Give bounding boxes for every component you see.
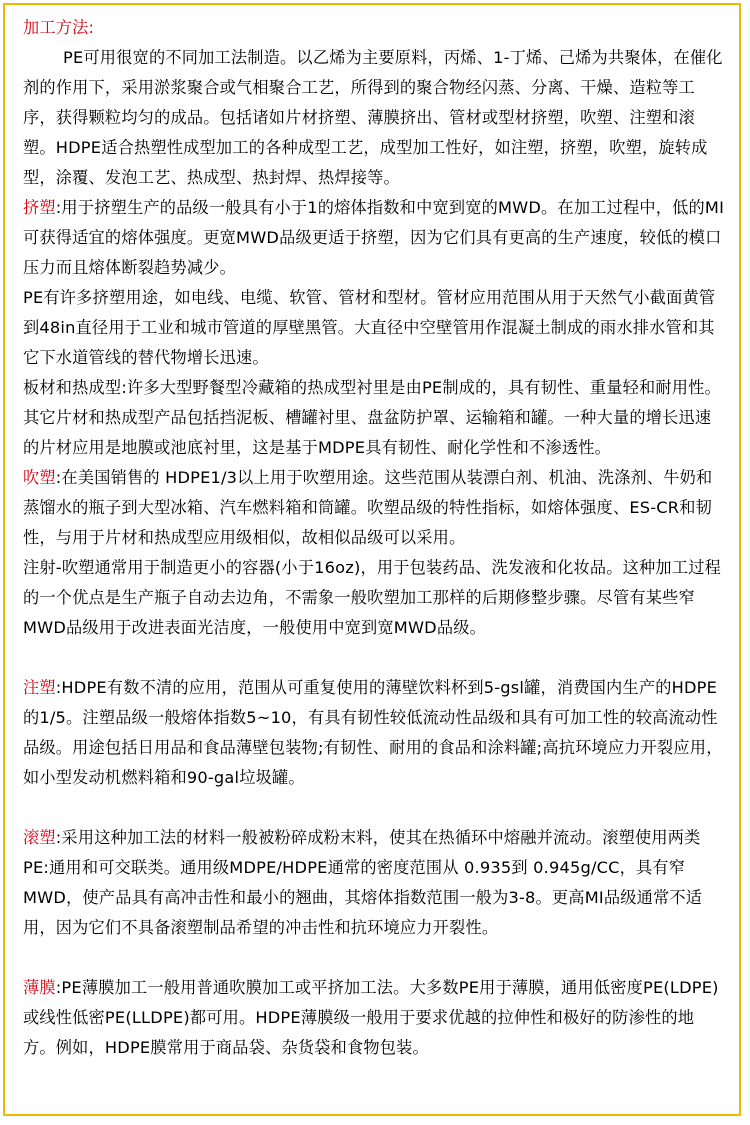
page-title: 加工方法: — [23, 18, 95, 37]
film-text: :PE薄膜加工一般用普通吹膜加工或平挤加工法。大多数PE用于薄膜，通用低密度PE(LDPE)或线性低密PE(LLDPE)都可用。HDPE薄膜级一般用于要求优越的拉伸性和极好的防渗性的地方。例如，HDPE膜常用于商品袋、杂货袋和食物包装。 — [23, 978, 719, 1057]
injection-blow-paragraph: 注射-吹塑通常用于制造更小的容器(小于16oz)，用于包装药品、洗发液和化妆品。这种加工过程的一个优点是生产瓶子自动去边角，不需象一般吹塑加工那样的后期修整步骤。尽管有某些窄MWD品级用于改进表面光洁度，一般使用中宽到宽MWD品级。 — [23, 558, 721, 637]
article-body — [5, 5, 739, 1063]
section-spacer — [23, 643, 725, 673]
rotational-molding-paragraph — [23, 823, 725, 943]
injection-molding-heading: 注塑 — [23, 678, 56, 697]
rotational-molding-text: :采用这种加工法的材料一般被粉碎成粉末料，使其在热循环中熔融并流动。滚塑使用两类PE:通用和可交联类。通用级MDPE/HDPE通常的密度范围从 0.935到 0.945g/CC，具有窄MWD，使产品具有高冲击性和最小的翘曲，其熔体指数范围一般为3-8。更高MI品级通常不适用，因为它们不具备滚塑制品希望的冲击性和抗环境应力开裂性。 — [23, 828, 703, 937]
intro-paragraph: PE可用很宽的不同加工法制造。以乙烯为主要原料，丙烯、1-丁烯、己烯为共聚体，在催化剂的作用下，采用淤浆聚合或气相聚合工艺，所得到的聚合物经闪蒸、分离、干燥、造粒等工序，获得颗粒均匀的成品。包括诸如片材挤塑、薄膜挤出、管材或型材挤塑，吹塑、注塑和滚塑。HDPE适合热塑性成型加工的各种成型工艺，成型加工性好，如注塑，挤塑，吹塑，旋转成型，涂覆、发泡工艺、热成型、热封焊、热焊接等。 — [23, 48, 723, 187]
film-heading: 薄膜 — [23, 978, 56, 997]
content-frame — [3, 3, 741, 1116]
section-spacer — [23, 943, 725, 973]
blow-molding-heading: 吹塑 — [23, 468, 56, 487]
extrusion-paragraph — [23, 193, 725, 283]
injection-molding-paragraph — [23, 673, 725, 793]
sheet-thermoforming-paragraph: 板材和热成型:许多大型野餐型冷藏箱的热成型衬里是由PE制成的，具有韧性、重量轻和耐用性。其它片材和热成型产品包括挡泥板、槽罐衬里、盘盆防护罩、运输箱和罐。一种大量的增长迅速的片材应用是地膜或池底衬里，这是基于MDPE具有韧性、耐化学性和不渗透性。 — [23, 378, 721, 457]
section-spacer — [23, 793, 725, 823]
blow-molding-paragraph — [23, 463, 725, 553]
blow-molding-text: :在美国销售的 HDPE1/3以上用于吹塑用途。这些范围从装漂白剂、机油、洗涤剂、牛奶和蒸馏水的瓶子到大型冰箱、汽车燃料箱和筒罐。吹塑品级的特性指标，如熔体强度、ES-CR和韧性，与用于片材和热成型应用级相似，故相似品级可以采用。 — [23, 468, 713, 547]
film-paragraph — [23, 973, 725, 1063]
extrusion-uses-paragraph: PE有许多挤塑用途，如电线、电缆、软管、管材和型材。管材应用范围从用于天然气小截面黄管到48in直径用于工业和城市管道的厚壁黑管。大直径中空壁管用作混凝土制成的雨水排水管和其它下水道管线的替代物增长迅速。 — [23, 288, 716, 367]
extrusion-heading: 挤塑 — [23, 198, 56, 217]
extrusion-text: :用于挤塑生产的品级一般具有小于1的熔体指数和中宽到宽的MWD。在加工过程中，低的MI可获得适宜的熔体强度。更宽MWD品级更适于挤塑，因为它们具有更高的生产速度，较低的模口压力而且熔体断裂趋势减少。 — [23, 198, 725, 277]
injection-molding-text: :HDPE有数不清的应用，范围从可重复使用的薄壁饮料杯到5-gsl罐，消费国内生产的HDPE的1/5。注塑品级一般熔体指数5~10，有具有韧性较低流动性品级和具有可加工性的较高流动性品级。用途包括日用品和食品薄壁包装物;有韧性、耐用的食品和涂料罐;高抗环境应力开裂应用，如小型发动机燃料箱和90-gal垃圾罐。 — [23, 678, 723, 787]
rotational-molding-heading: 滚塑 — [23, 828, 56, 847]
